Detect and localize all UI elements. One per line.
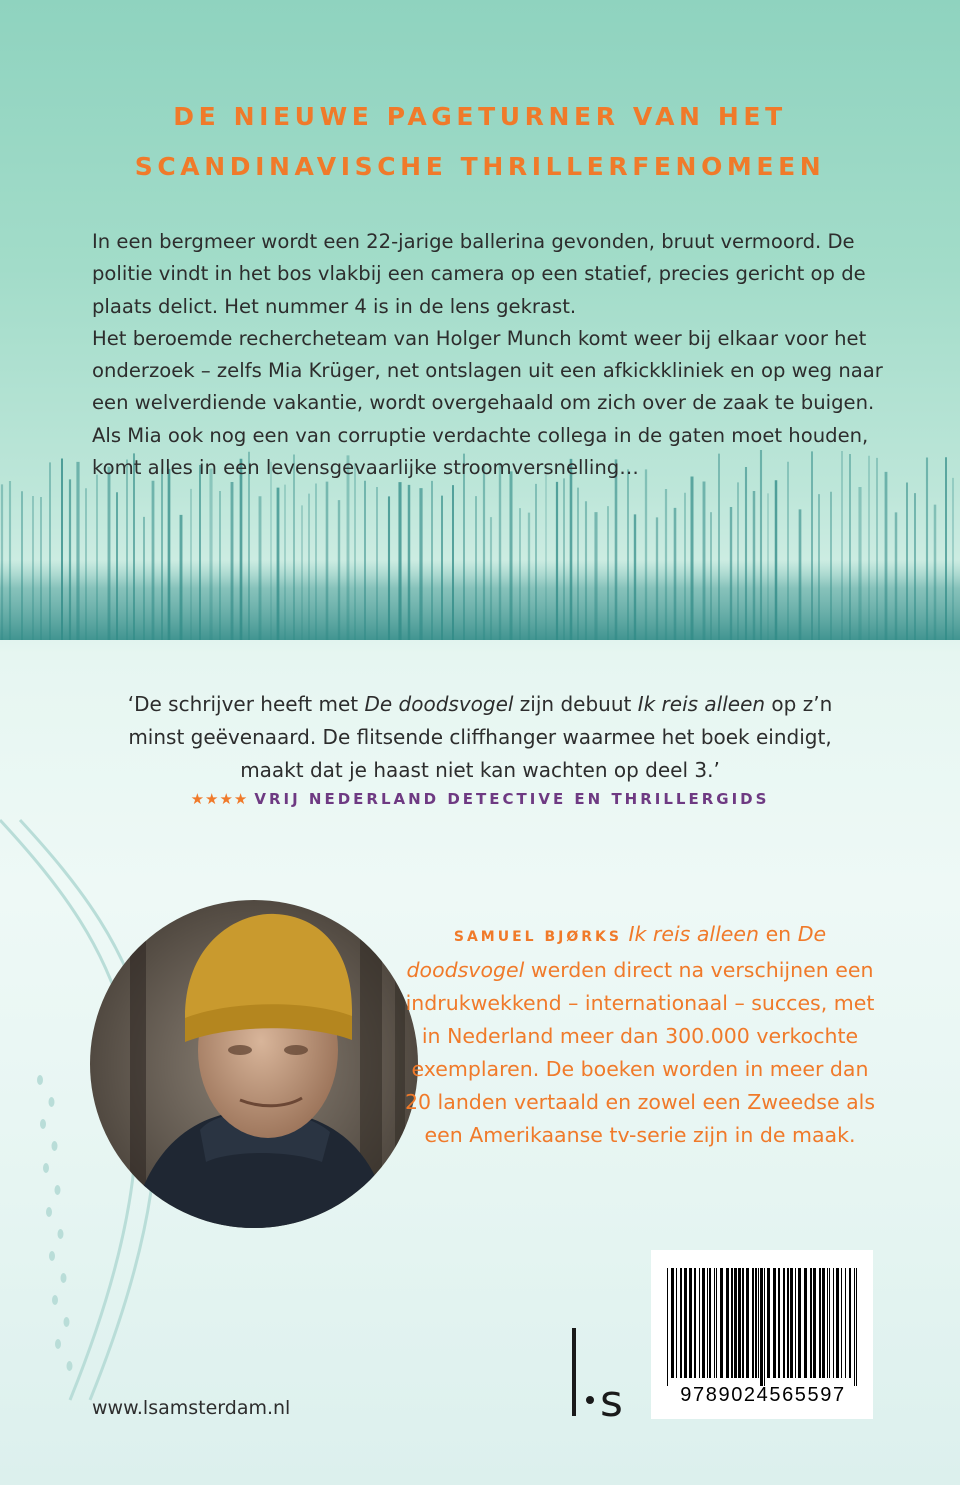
barcode-bar — [810, 1268, 812, 1378]
barcode-bar — [707, 1268, 708, 1378]
barcode-bar — [773, 1268, 776, 1378]
author-portrait — [90, 900, 418, 1228]
barcode-bar — [813, 1268, 816, 1378]
barcode-bar — [849, 1268, 851, 1378]
footprint — [37, 1075, 43, 1085]
rating-stars-icon: ★★★★ — [190, 790, 249, 808]
barcode-bar — [827, 1268, 828, 1378]
barcode-bar — [778, 1268, 780, 1378]
tagline-line-1: DE NIEUWE PAGETURNER VAN HET — [173, 102, 787, 131]
barcode-bar — [845, 1268, 846, 1378]
blurb — [92, 226, 892, 484]
bio-text: werden direct na verschijnen een indrukwekkend – internationaal – succes, met in Nederland meer dan 300.000 verkochte exemplaren. De boeken worden in meer dan 20 landen vertaald en zowel een Zweedse als een Amerikaanse tv-serie zijn in de maak. — [404, 958, 876, 1147]
quote-text: ‘De schrijver heeft met — [127, 692, 365, 716]
publisher-logo — [566, 1328, 638, 1418]
barcode-bar — [746, 1268, 749, 1378]
barcode-bar — [854, 1268, 855, 1386]
footprint — [58, 1229, 64, 1239]
bio-book-title: Ik reis alleen — [628, 922, 760, 946]
barcode-bar — [694, 1268, 696, 1378]
quote-book-title: Ik reis alleen — [637, 692, 766, 716]
footprint — [52, 1295, 58, 1305]
barcode-bar — [767, 1268, 770, 1378]
footprint — [64, 1317, 70, 1327]
barcode-bar — [699, 1268, 700, 1378]
barcode-bar — [667, 1268, 668, 1386]
barcode-bar — [738, 1268, 741, 1378]
barcode-bar — [731, 1268, 733, 1378]
footprint — [55, 1185, 61, 1195]
barcode-bar — [752, 1268, 754, 1378]
barcode-bar — [755, 1268, 757, 1378]
quote-book-title: De doodsvogel — [364, 692, 514, 716]
isbn-barcode — [651, 1250, 873, 1419]
author-bio — [400, 918, 880, 1152]
barcode-bar — [671, 1268, 674, 1378]
barcode-bar — [760, 1268, 763, 1386]
footprint — [43, 1163, 49, 1173]
quote-text: zijn debuut — [513, 692, 638, 716]
tagline-line-2: SCANDINAVISCHE THRILLERFENOMEEN — [134, 152, 826, 181]
footprint — [61, 1273, 67, 1283]
footprint — [49, 1251, 55, 1261]
barcode-bar — [758, 1268, 759, 1378]
barcode-bar — [742, 1268, 744, 1378]
barcode-bar — [734, 1268, 737, 1378]
footprint — [40, 1119, 46, 1129]
author-name: SAMUEL BJØRKS — [453, 929, 622, 945]
footprint — [67, 1361, 73, 1371]
footprint — [52, 1141, 58, 1151]
barcode-bar — [676, 1268, 677, 1378]
review-quote — [100, 688, 860, 787]
footprint — [46, 1207, 52, 1217]
barcode-bar — [684, 1268, 687, 1378]
barcode-bar — [841, 1268, 842, 1378]
barcode-bar — [795, 1268, 796, 1378]
barcode-bar — [836, 1268, 839, 1378]
quote-text: op z’n minst geëvenaard. De flitsende cliffhanger waarmee het boek eindigt, maakt dat je haast niet kan wachten op deel 3.’ — [128, 692, 833, 782]
isbn-number: 9789024565597 — [680, 1384, 846, 1406]
blurb-paragraph: In een bergmeer wordt een 22-jarige ballerina gevonden, bruut vermoord. De politie vindt in het bos vlakbij een camera op een statief, precies gericht op de plaats delict. Het nummer 4 is in de lens gekrast. — [92, 230, 866, 318]
publisher-website[interactable]: www.lsamsterdam.nl — [92, 1397, 291, 1419]
barcode-bar — [689, 1268, 692, 1378]
barcode-bar — [790, 1268, 793, 1378]
barcode-bar — [783, 1268, 785, 1378]
barcode-bar — [714, 1268, 715, 1378]
barcode-bar — [804, 1268, 807, 1378]
barcode-bar — [798, 1268, 801, 1378]
barcode-bar — [819, 1268, 821, 1378]
footprints — [37, 1075, 73, 1371]
barcode-bar — [680, 1268, 682, 1378]
footprint — [55, 1339, 61, 1349]
review-source-name: VRIJ NEDERLAND DETECTIVE EN THRILLERGIDS — [254, 790, 770, 808]
barcode-bar — [709, 1268, 711, 1378]
review-source — [0, 790, 960, 808]
barcode-bar — [856, 1268, 857, 1386]
barcode-bar — [833, 1268, 834, 1378]
barcode-bar — [702, 1268, 705, 1378]
barcode-bar — [726, 1268, 729, 1378]
bio-book-title: De doodsvogel — [406, 922, 827, 982]
barcode-bar — [764, 1268, 765, 1386]
barcode-bar — [716, 1268, 717, 1378]
footprint — [49, 1097, 55, 1107]
barcode-bar — [822, 1268, 825, 1378]
svg-text:s: s — [600, 1376, 623, 1418]
barcode-bar — [720, 1268, 723, 1378]
barcode-bar — [787, 1268, 789, 1378]
blurb-paragraph: Het beroemde rechercheteam van Holger Munch komt weer bij elkaar voor het onderzoek – zelfs Mia Krüger, net ontslagen uit een afkickkliniek en op weg naar een welverdiende vakantie, wordt overgehaald om zich over de zaak te buigen. — [92, 326, 883, 415]
bio-text: en — [765, 922, 792, 946]
barcode-bar — [829, 1268, 830, 1378]
blurb-paragraph: Als Mia ook nog een van corruptie verdachte collega in de gaten moet houden, komt alles in een levensgevaarlijke stroomversnelling… — [92, 423, 869, 480]
